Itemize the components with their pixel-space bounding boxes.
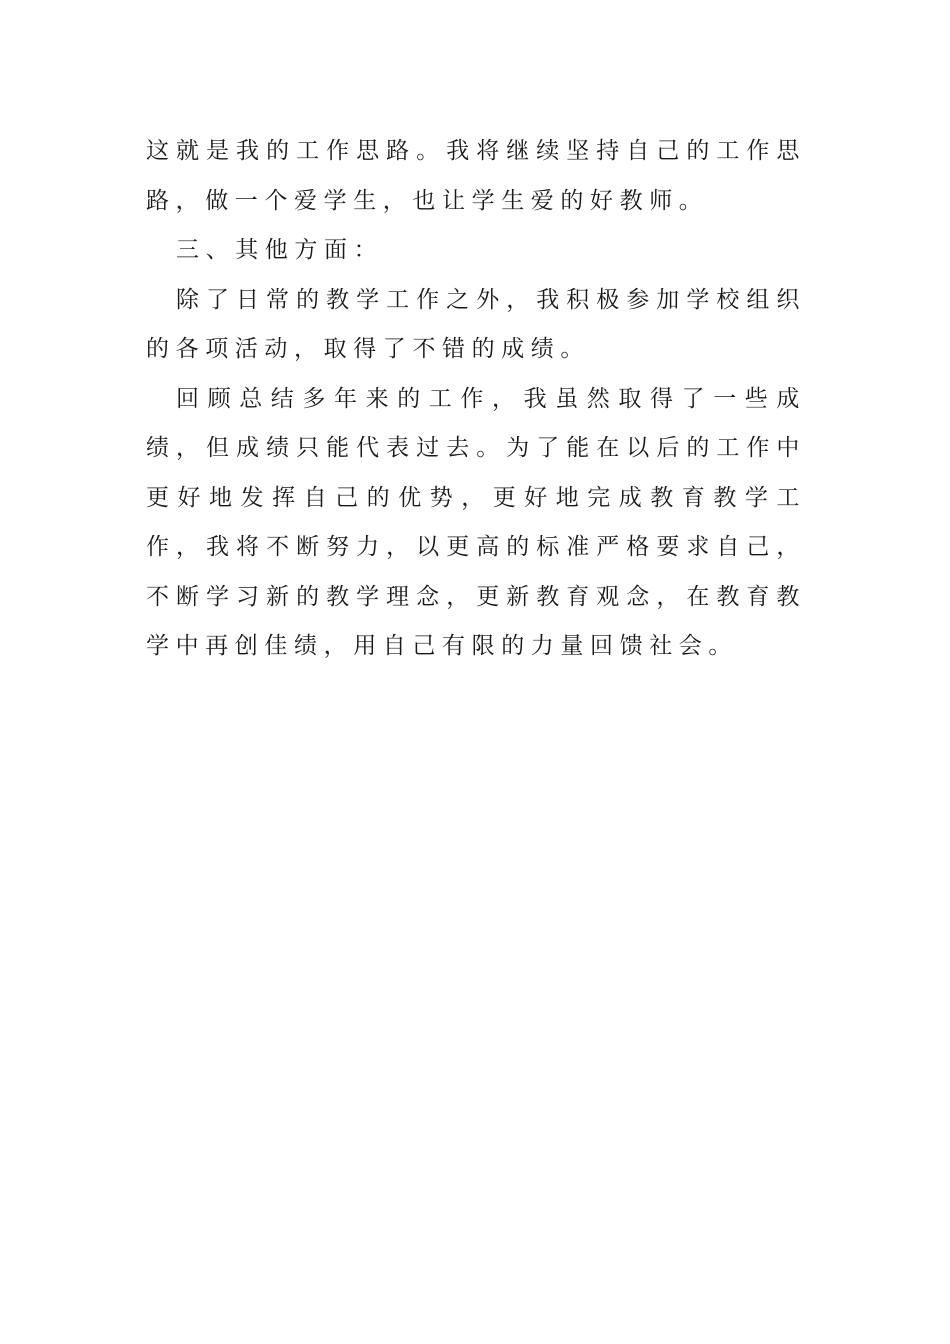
paragraph-work-approach: 这就是我的工作思路。我将继续坚持自己的工作思路，做一个爱学生，也让学生爱的好教师。 bbox=[146, 138, 806, 214]
section-heading-other: 三、其他方面： bbox=[176, 237, 384, 263]
document-body bbox=[146, 127, 806, 672]
paragraph-summary: 回顾总结多年来的工作，我虽然取得了一些成绩，但成绩只能代表过去。为了能在以后的工作中更好地发挥自己的优势，更好地完成教育教学工作，我将不断努力，以更高的标准严格要求自己，不断学习新的教学理念，更新教育观念，在教育教学中再创佳绩，用自己有限的力量回馈社会。 bbox=[146, 385, 806, 659]
paragraph-activities: 除了日常的教学工作之外，我积极参加学校组织的各项活动，取得了不错的成绩。 bbox=[146, 286, 806, 362]
